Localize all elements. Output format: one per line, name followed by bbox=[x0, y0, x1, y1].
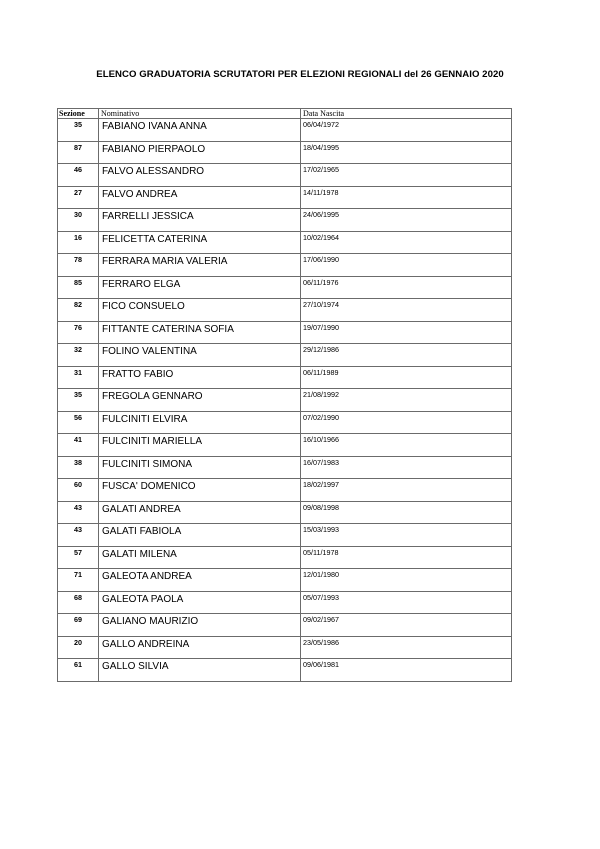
nominativo-cell: FARRELLI JESSICA bbox=[99, 209, 301, 232]
nominativo-cell: FREGOLA GENNARO bbox=[99, 389, 301, 412]
nominativo-cell: GALIANO MAURIZIO bbox=[99, 614, 301, 637]
sezione-cell: 69 bbox=[58, 614, 99, 637]
nominativo-cell: FABIANO IVANA ANNA bbox=[99, 119, 301, 142]
sezione-cell: 41 bbox=[58, 434, 99, 457]
nominativo-cell: GALATI MILENA bbox=[99, 546, 301, 569]
sezione-cell: 32 bbox=[58, 344, 99, 367]
sezione-cell: 30 bbox=[58, 209, 99, 232]
table-row bbox=[58, 344, 512, 367]
header-data-nascita: Data Nascita bbox=[301, 109, 512, 119]
sezione-cell: 56 bbox=[58, 411, 99, 434]
document-title: ELENCO GRADUATORIA SCRUTATORI PER ELEZIONI REGIONALI del 26 GENNAIO 2020 bbox=[96, 69, 504, 80]
sezione-cell: 35 bbox=[58, 119, 99, 142]
data-nascita-cell: 14/11/1978 bbox=[301, 186, 512, 209]
table-row bbox=[58, 569, 512, 592]
table-row bbox=[58, 434, 512, 457]
data-nascita-cell: 15/03/1993 bbox=[301, 524, 512, 547]
nominativo-cell: FELICETTA CATERINA bbox=[99, 231, 301, 254]
data-nascita-cell: 16/07/1983 bbox=[301, 456, 512, 479]
table-row bbox=[58, 231, 512, 254]
sezione-cell: 16 bbox=[58, 231, 99, 254]
sezione-cell: 20 bbox=[58, 636, 99, 659]
data-nascita-cell: 06/04/1972 bbox=[301, 119, 512, 142]
data-nascita-cell: 23/05/1986 bbox=[301, 636, 512, 659]
nominativo-cell: GALATI ANDREA bbox=[99, 501, 301, 524]
table-row bbox=[58, 546, 512, 569]
table-header bbox=[58, 109, 512, 119]
sezione-cell: 43 bbox=[58, 501, 99, 524]
table-row bbox=[58, 254, 512, 277]
sezione-cell: 46 bbox=[58, 164, 99, 187]
table-row bbox=[58, 276, 512, 299]
data-nascita-cell: 21/08/1992 bbox=[301, 389, 512, 412]
table-row bbox=[58, 321, 512, 344]
sezione-cell: 57 bbox=[58, 546, 99, 569]
data-nascita-cell: 16/10/1966 bbox=[301, 434, 512, 457]
sezione-cell: 85 bbox=[58, 276, 99, 299]
nominativo-cell: GALEOTA ANDREA bbox=[99, 569, 301, 592]
sezione-cell: 82 bbox=[58, 299, 99, 322]
table-row bbox=[58, 524, 512, 547]
header-sezione: Sezione bbox=[58, 109, 99, 119]
table-row bbox=[58, 186, 512, 209]
nominativo-cell: FICO CONSUELO bbox=[99, 299, 301, 322]
nominativo-cell: FOLINO VALENTINA bbox=[99, 344, 301, 367]
sezione-cell: 61 bbox=[58, 659, 99, 682]
table-row bbox=[58, 299, 512, 322]
table-row bbox=[58, 456, 512, 479]
header-nominativo: Nominativo bbox=[99, 109, 301, 119]
table-row bbox=[58, 141, 512, 164]
table-row bbox=[58, 636, 512, 659]
data-nascita-cell: 09/02/1967 bbox=[301, 614, 512, 637]
data-nascita-cell: 17/06/1990 bbox=[301, 254, 512, 277]
data-nascita-cell: 24/06/1995 bbox=[301, 209, 512, 232]
table-row bbox=[58, 501, 512, 524]
data-nascita-cell: 09/06/1981 bbox=[301, 659, 512, 682]
nominativo-cell: GALLO SILVIA bbox=[99, 659, 301, 682]
nominativo-cell: FERRARO ELGA bbox=[99, 276, 301, 299]
nominativo-cell: GALATI FABIOLA bbox=[99, 524, 301, 547]
data-nascita-cell: 18/04/1995 bbox=[301, 141, 512, 164]
data-nascita-cell: 07/02/1990 bbox=[301, 411, 512, 434]
nominativo-cell: FITTANTE CATERINA SOFIA bbox=[99, 321, 301, 344]
table-row bbox=[58, 479, 512, 502]
nominativo-cell: FULCINITI SIMONA bbox=[99, 456, 301, 479]
table-row bbox=[58, 614, 512, 637]
sezione-cell: 38 bbox=[58, 456, 99, 479]
table-header-row bbox=[58, 109, 512, 119]
nominativo-cell: FALVO ANDREA bbox=[99, 186, 301, 209]
table-row bbox=[58, 209, 512, 232]
data-nascita-cell: 06/11/1989 bbox=[301, 366, 512, 389]
data-nascita-cell: 19/07/1990 bbox=[301, 321, 512, 344]
table-row bbox=[58, 659, 512, 682]
sezione-cell: 71 bbox=[58, 569, 99, 592]
nominativo-cell: FALVO ALESSANDRO bbox=[99, 164, 301, 187]
data-nascita-cell: 05/11/1978 bbox=[301, 546, 512, 569]
table-row bbox=[58, 119, 512, 142]
nominativo-cell: FULCINITI ELVIRA bbox=[99, 411, 301, 434]
sezione-cell: 87 bbox=[58, 141, 99, 164]
data-nascita-cell: 10/02/1964 bbox=[301, 231, 512, 254]
data-nascita-cell: 09/08/1998 bbox=[301, 501, 512, 524]
sezione-cell: 31 bbox=[58, 366, 99, 389]
table-row bbox=[58, 389, 512, 412]
data-nascita-cell: 18/02/1997 bbox=[301, 479, 512, 502]
data-nascita-cell: 27/10/1974 bbox=[301, 299, 512, 322]
nominativo-cell: FABIANO PIERPAOLO bbox=[99, 141, 301, 164]
sezione-cell: 27 bbox=[58, 186, 99, 209]
data-nascita-cell: 12/01/1980 bbox=[301, 569, 512, 592]
nominativo-cell: FRATTO FABIO bbox=[99, 366, 301, 389]
sezione-cell: 68 bbox=[58, 591, 99, 614]
nominativo-cell: FUSCA' DOMENICO bbox=[99, 479, 301, 502]
nominativo-cell: GALEOTA PAOLA bbox=[99, 591, 301, 614]
data-nascita-cell: 06/11/1976 bbox=[301, 276, 512, 299]
data-nascita-cell: 29/12/1986 bbox=[301, 344, 512, 367]
sezione-cell: 78 bbox=[58, 254, 99, 277]
table-row bbox=[58, 164, 512, 187]
sezione-cell: 35 bbox=[58, 389, 99, 412]
table-body bbox=[58, 119, 512, 682]
nominativo-cell: FULCINITI MARIELLA bbox=[99, 434, 301, 457]
nominativo-cell: GALLO ANDREINA bbox=[99, 636, 301, 659]
sezione-cell: 76 bbox=[58, 321, 99, 344]
nominativo-cell: FERRARA MARIA VALERIA bbox=[99, 254, 301, 277]
table-row bbox=[58, 591, 512, 614]
sezione-cell: 60 bbox=[58, 479, 99, 502]
data-nascita-cell: 17/02/1965 bbox=[301, 164, 512, 187]
table-row bbox=[58, 366, 512, 389]
table-row bbox=[58, 411, 512, 434]
sezione-cell: 43 bbox=[58, 524, 99, 547]
scrutatori-table bbox=[57, 108, 512, 682]
data-nascita-cell: 05/07/1993 bbox=[301, 591, 512, 614]
